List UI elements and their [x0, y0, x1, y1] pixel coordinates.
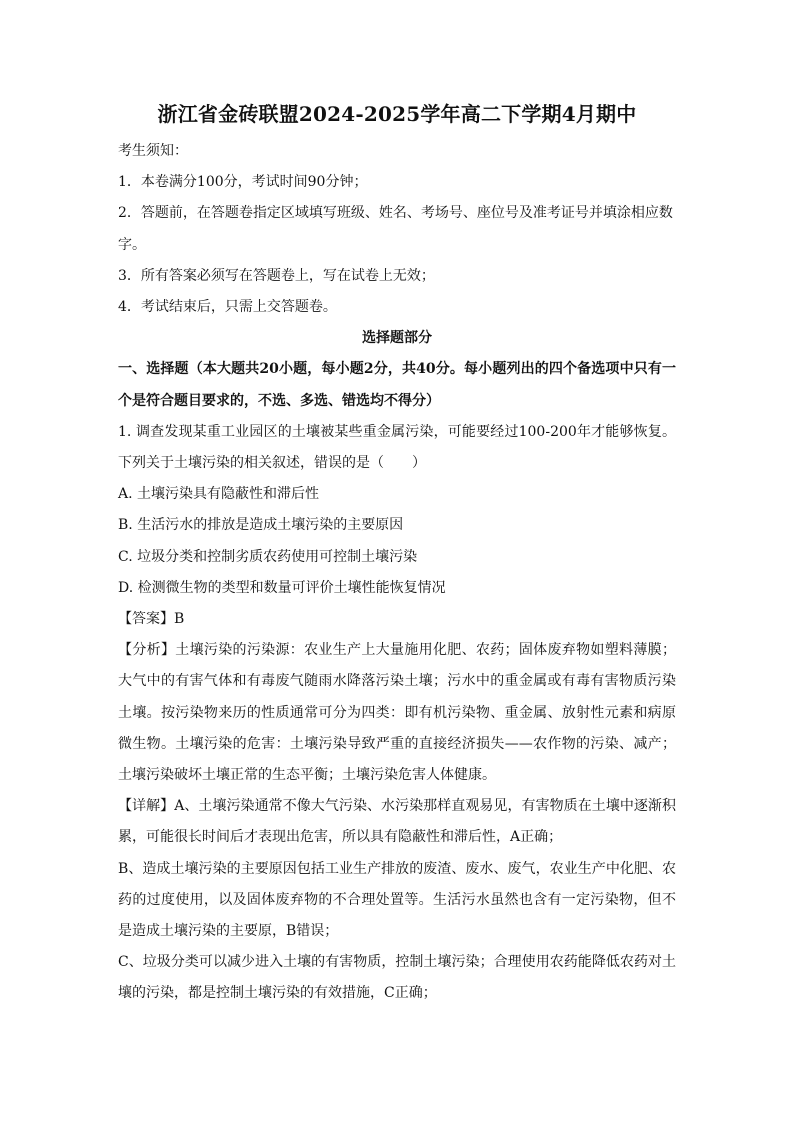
notice-heading: 考生须知：: [118, 143, 188, 159]
analysis-label: 【分析】: [118, 642, 176, 659]
question-stem: 1. 调查发现某重工业园区的土壤被某些重金属污染，可能要经过100-200年才能够恢复。下列关于土壤污染的相关叙述，错误的是（ ）: [118, 423, 676, 472]
analysis-paragraph: [118, 635, 676, 791]
section-intro: 一、选择题（本大题共20小题，每小题2分，共40分。每小题列出的四个备选项中只有一个是符合题目要求的，不选、多选、错选均不得分）: [118, 361, 676, 409]
exam-notice: [118, 136, 676, 323]
notice-item-3: 3．所有答案必须写在答题卷上，写在试卷上无效；: [118, 267, 435, 284]
detail-label: 【详解】: [118, 798, 175, 815]
analysis-text: 土壤污染的污染源：农业生产上大量施用化肥、农药；固体废弃物如塑料薄膜；大气中的有害气体和有毒废气随雨水降落污染土壤；污水中的重金属或有毒有害物质污染土壤。按污染物来历的性质通常可分为四类：即有机污染物、重金属、放射性元素和病原微生物。土壤污染的危害：土壤污染导致严重的直接经济损失——农作物的污染、减产；土壤污染破坏土壤正常的生态平衡；土壤污染危害人体健康。: [118, 642, 677, 784]
answer-line: [118, 604, 676, 635]
option-d: D. 检测微生物的类型和数量可评价土壤性能恢复情况: [118, 579, 446, 596]
detail-paragraph-a: [118, 791, 676, 853]
detail-a-text: A、土壤污染通常不像大气污染、水污染那样直观易见，有害物质在土壤中逐渐积累，可能很长时间后才表现出危害，所以具有隐蔽性和滞后性，A正确；: [118, 798, 677, 846]
option-b: B. 生活污水的排放是造成土壤污染的主要原因: [118, 517, 404, 534]
option-a: A. 土壤污染具有隐蔽性和滞后性: [118, 486, 320, 503]
section-heading: 选择题部分: [362, 330, 432, 347]
detail-paragraph-c: C、垃圾分类可以减少进入土壤的有害物质，控制土壤污染；合理使用农药能降低农药对土壤的污染，都是控制土壤污染的有效措施，C正确；: [118, 954, 676, 1002]
notice-item-1: 1．本卷满分100分，考试时间90分钟；: [118, 174, 368, 191]
notice-item-2: 2．答题前，在答题卷指定区域填写班级、姓名、考场号、座位号及准考证号并填涂相应数字。: [118, 205, 673, 253]
option-c: C. 垃圾分类和控制劣质农药使用可控制土壤污染: [118, 548, 418, 565]
answer-value: B: [174, 611, 185, 628]
notice-item-4: 4．考试结束后，只需上交答题卷。: [118, 299, 337, 316]
document-title: 浙江省金砖联盟2024-2025学年高二下学期4月期中: [157, 102, 637, 126]
question-1: [118, 417, 676, 1010]
detail-paragraph-b: B、造成土壤污染的主要原因包括工业生产排放的废渣、废水、废气，农业生产中化肥、农药的过度使用，以及固体废弃物的不合理处置等。生活污水虽然也含有一定污染物，但不是造成土壤污染的主要原，B错误；: [118, 860, 676, 940]
answer-label: 【答案】: [118, 611, 174, 628]
